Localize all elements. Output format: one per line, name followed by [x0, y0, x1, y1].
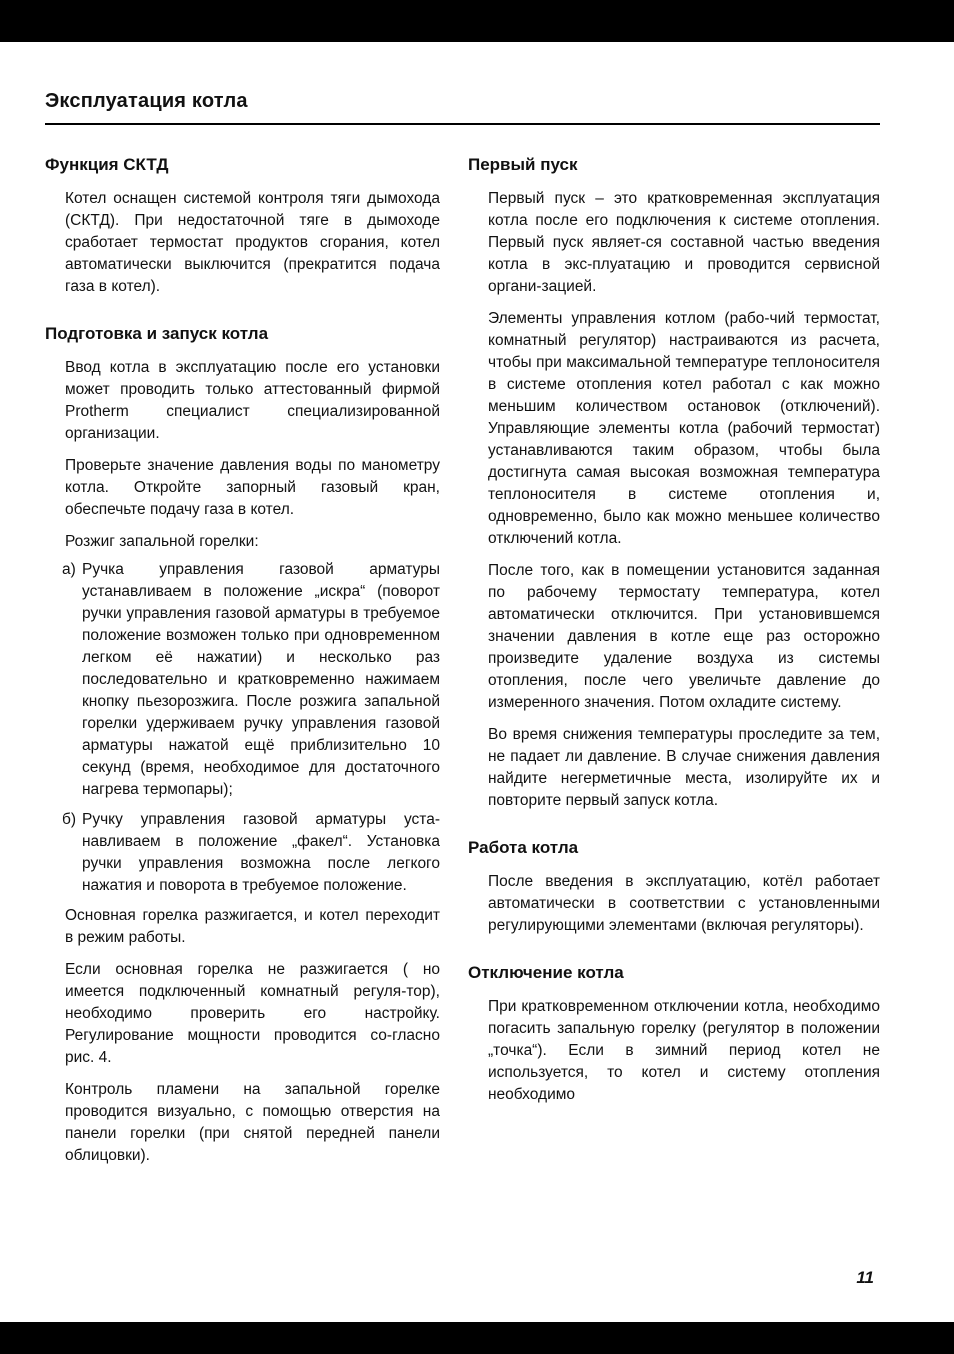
right-column	[468, 155, 880, 1177]
section-podgotovka-i-zapusk	[45, 324, 440, 1167]
list-item-b	[62, 809, 440, 897]
section-heading: Функция СКТД	[45, 155, 169, 174]
left-column	[45, 155, 440, 1177]
paragraph: Если основная горелка не разжигается ( но имеется подключенный комнатный регуля-тор), необходимо проверить его настройку. Регулирование мощности проводится со-гласно рис. 4.	[65, 961, 440, 1066]
list-item-text: Ручку управления газовой арматуры уста-навливаем в положение „факел“. Установка ручки управления возможна после легкого нажатия и поворота в требуемое положение.	[82, 811, 440, 894]
section-heading: Работа котла	[468, 838, 579, 857]
paragraph: После того, как в помещении установится заданная по рабочему термостату температура, котел автоматически отключится. При установившемся значении давления в котле еще раз осторожно произведите удаление воздуха из системы отопления, после чего увеличьте давление до измеренного значения. Потом охладите систему.	[488, 562, 880, 711]
list-item-text: Ручка управления газовой арматуры устанавливаем в положение „искра“ (поворот ручки управления газовой арматуры в требуемое положение возможен только при одновременном легком её нажатии) и несколько раз последовательно и кратковременно нажимаем кнопку пьезорозжига. После розжига запальной горелки удерживаем ручку управления газовой арматуры нажатой ещё приблизительно 10 секунд (время, необходимое для достаточного нагрева термопары);	[82, 561, 440, 798]
section-heading: Подготовка и запуск котла	[45, 324, 269, 343]
section-heading: Отключение котла	[468, 963, 624, 982]
section-funkciya-sktd	[45, 155, 440, 298]
page-content	[45, 42, 880, 1177]
top-black-bar	[0, 0, 954, 42]
section-body	[45, 357, 440, 1167]
section-otklyuchenie-kotla	[468, 963, 880, 1106]
section-body	[468, 871, 880, 937]
section-rabota-kotla	[468, 838, 880, 937]
paragraph: Розжиг запальной горелки:	[65, 533, 259, 550]
section-heading: Первый пуск	[468, 155, 578, 174]
title-divider	[45, 123, 880, 125]
list-marker: б)	[62, 811, 77, 828]
paragraph: При кратковременном отключении котла, необходимо погасить запальную горелку (регулятор в положении „точка“). Если в зимний период котел не используется, то котел и систему отопления необходимо	[488, 998, 880, 1103]
paragraph: Во время снижения температуры проследите за тем, не падает ли давление. В случае снижения давления найдите негерметичные места, изолируйте их и повторите первый запуск котла.	[488, 726, 880, 809]
paragraph: Проверьте значение давления воды по манометру котла. Откройте запорный газовый кран, обеспечьте подачу газа в котел.	[65, 457, 440, 518]
paragraph: Контроль пламени на запальной горелке проводится визуально, с помощью отверстия на панели горелки (при снятой передней панели облицовки).	[65, 1081, 440, 1164]
section-body	[45, 188, 440, 298]
two-column-layout	[45, 155, 880, 1177]
list-item-a	[62, 559, 440, 801]
section-body	[468, 188, 880, 812]
bottom-black-bar	[0, 1322, 954, 1354]
paragraph: Ввод котла в эксплуатацию после его установки может проводить только аттестованный фирмой Protherm специалист специализированной организации.	[65, 359, 440, 442]
paragraph: Первый пуск – это кратковременная эксплуатация котла после его подключения к системе отопления. Первый пуск являет-ся составной частью введения котла в экс-плуатацию и проводится сервисной органи-зацией.	[488, 190, 880, 295]
paragraph: Основная горелка разжигается, и котел переходит в режим работы.	[65, 907, 440, 946]
section-body	[468, 996, 880, 1106]
list-marker: а)	[62, 561, 76, 578]
page-title: Эксплуатация котла	[45, 90, 248, 112]
paragraph: После введения в эксплуатацию, котёл работает автоматически в соответствии с установленными регулирующими элементами (включая регуляторы).	[488, 873, 880, 934]
paragraph: Элементы управления котлом (рабо-чий термостат, комнатный регулятор) настраиваются из расчета, чтобы при максимальной температуре теплоносителя в системе отопления котел работал с как можно меньшим количеством остановок (отключений). Управляющие элементы котла (рабочий термостат) устанавливаются таким образом, чтобы была достигнута самая высокая возможная температура теплоносителя в системе отопления и, одновременно, было как можно меньшее количество отключений котла.	[488, 310, 880, 547]
section-pervyj-pusk	[468, 155, 880, 812]
paragraph: Котел оснащен системой контроля тяги дымохода (СКТД). При недостаточной тяге в дымоходе сработает термостат продуктов сгорания, котел автоматически выключится (прекратится подача газа в котел).	[65, 190, 440, 295]
page-number: 11	[856, 1268, 874, 1287]
